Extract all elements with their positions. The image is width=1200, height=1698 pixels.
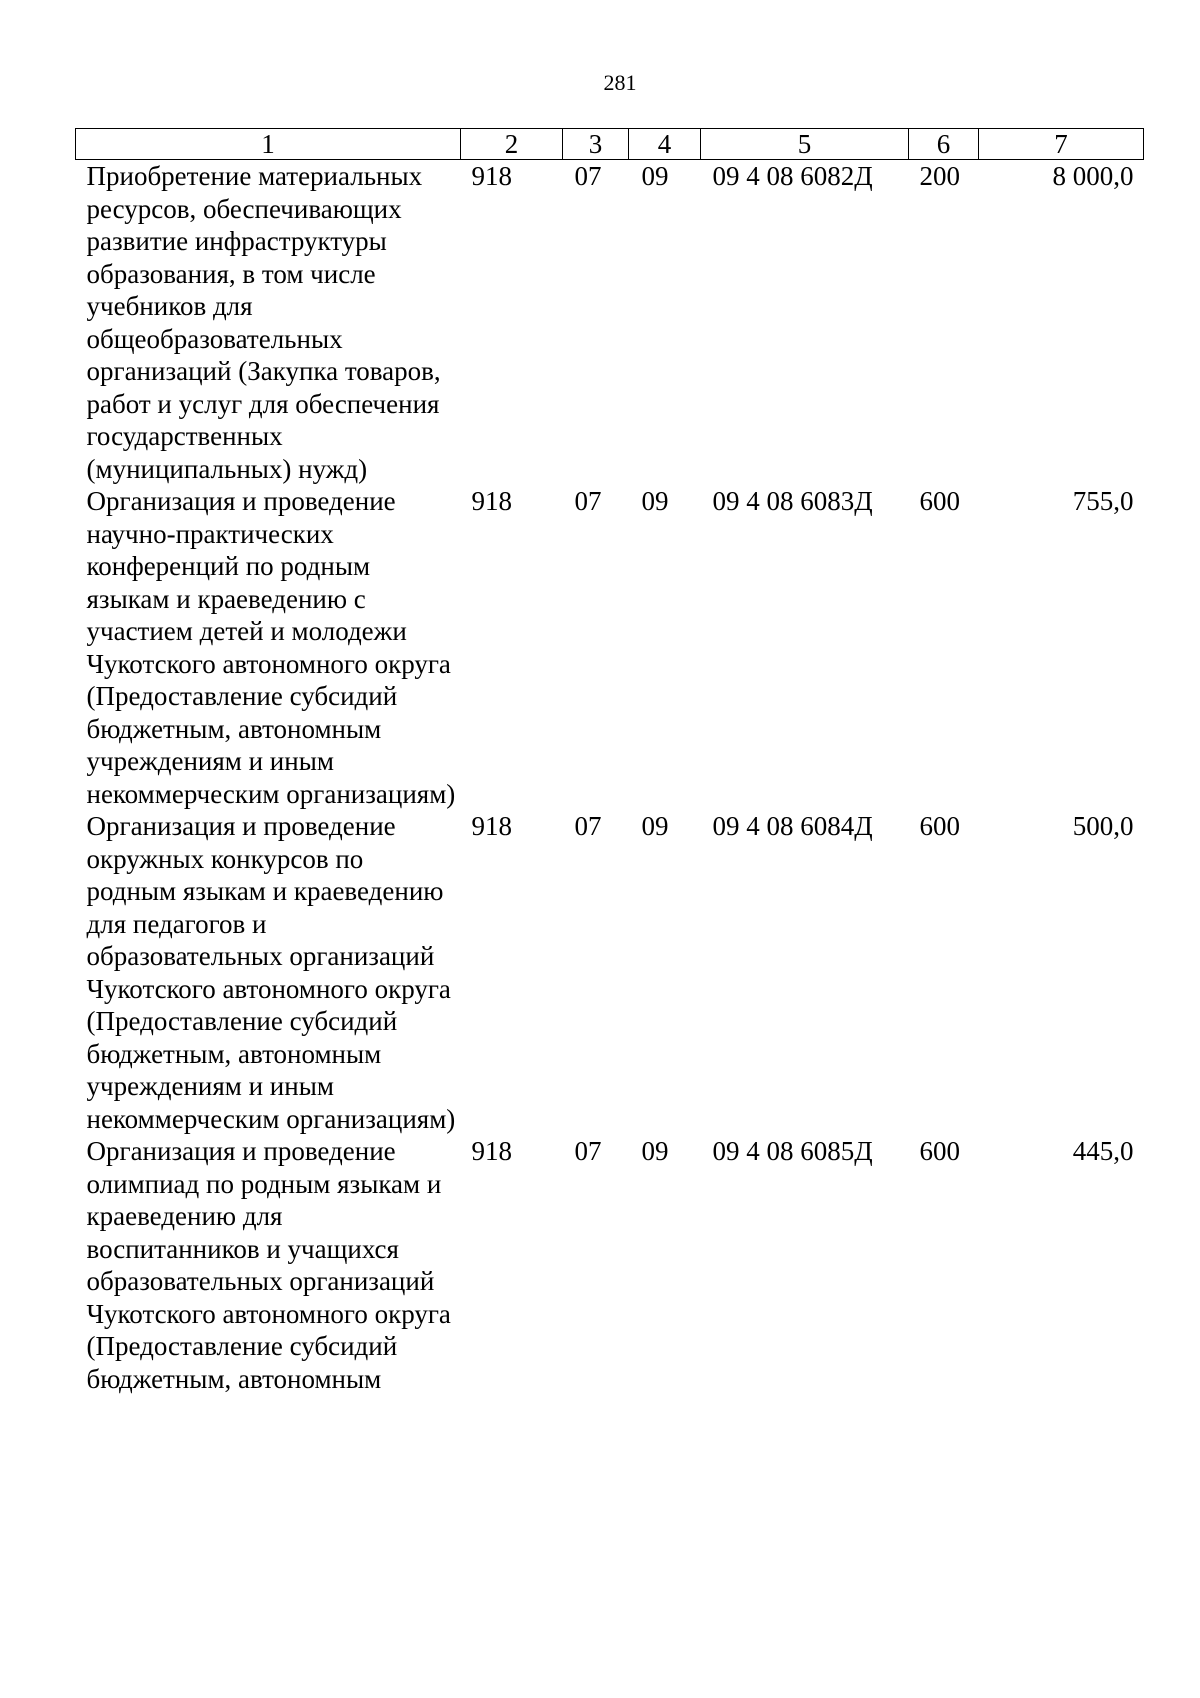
row-amount: 445,0 bbox=[1072, 1136, 1134, 1166]
header-row bbox=[76, 129, 1144, 160]
row-description: Организация и проведение олимпиад по родным языкам и краеведению для воспитанников и учащихся образовательных организаций Чукотского автономного округа (Предоставление субсидий бюджетным, автономным bbox=[86, 1136, 451, 1394]
row-section-code: 07 bbox=[574, 811, 602, 841]
row-target-article: 09 4 08 6084Д bbox=[712, 811, 873, 841]
row-section-code: 07 bbox=[574, 1136, 602, 1166]
row-target-article: 09 4 08 6082Д bbox=[712, 161, 873, 191]
row-subsection-code: 09 bbox=[641, 161, 669, 191]
row-description: Организация и проведение окружных конкурсов по родным языкам и краеведению для педагогов и образовательных организаций Чукотского автономного округа (Предоставление субсидий бюджетным, автономным учреждениям и иным некоммерческим организациям) bbox=[86, 811, 456, 1134]
page-number: 281 bbox=[603, 70, 637, 95]
row-grbs-code: 918 bbox=[471, 811, 512, 841]
row-grbs-code: 918 bbox=[471, 161, 512, 191]
budget-table bbox=[75, 128, 1144, 1395]
row-subsection-code: 09 bbox=[641, 1136, 669, 1166]
row-expense-type: 600 bbox=[919, 811, 960, 841]
table-row bbox=[76, 160, 1144, 486]
row-amount: 500,0 bbox=[1072, 811, 1134, 841]
column-header-5: 5 bbox=[701, 129, 909, 160]
table-row bbox=[76, 485, 1144, 810]
table-row bbox=[76, 1135, 1144, 1395]
row-target-article: 09 4 08 6085Д bbox=[712, 1136, 873, 1166]
row-grbs-code: 918 bbox=[471, 1136, 512, 1166]
table-row bbox=[76, 810, 1144, 1135]
row-section-code: 07 bbox=[574, 161, 602, 191]
column-header-3: 3 bbox=[563, 129, 629, 160]
column-header-1: 1 bbox=[76, 129, 461, 160]
row-target-article: 09 4 08 6083Д bbox=[712, 486, 873, 516]
row-section-code: 07 bbox=[574, 486, 602, 516]
column-header-4: 4 bbox=[629, 129, 701, 160]
column-header-2: 2 bbox=[461, 129, 563, 160]
row-subsection-code: 09 bbox=[641, 811, 669, 841]
row-expense-type: 600 bbox=[919, 1136, 960, 1166]
row-description: Приобретение материальных ресурсов, обеспечивающих развитие инфраструктуры образования, в том числе учебников для общеобразовательных организаций (Закупка товаров, работ и услуг для обеспечения государственных (муниципальных) нужд) bbox=[86, 161, 441, 484]
column-header-6: 6 bbox=[909, 129, 979, 160]
row-expense-type: 200 bbox=[919, 161, 960, 191]
row-subsection-code: 09 bbox=[641, 486, 669, 516]
row-amount: 8 000,0 bbox=[1052, 161, 1134, 191]
row-expense-type: 600 bbox=[919, 486, 960, 516]
column-header-7: 7 bbox=[979, 129, 1144, 160]
row-description: Организация и проведение научно-практических конференций по родным языкам и краеведению с участием детей и молодежи Чукотского автономного округа (Предоставление субсидий бюджетным, автономным учреждениям и иным некоммерческим организациям) bbox=[86, 486, 456, 809]
row-amount: 755,0 bbox=[1072, 486, 1134, 516]
row-grbs-code: 918 bbox=[471, 486, 512, 516]
